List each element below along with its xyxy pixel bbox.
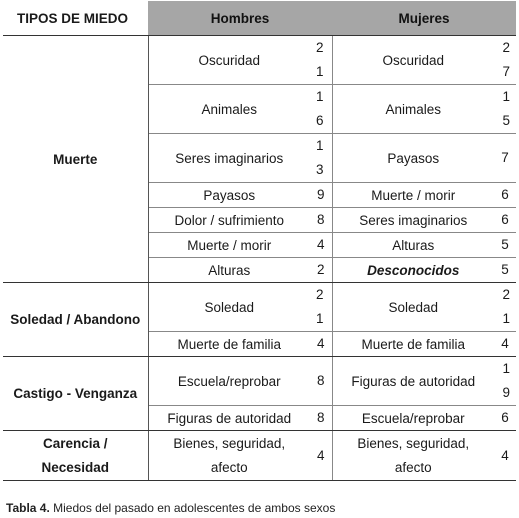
- table-row: [3, 357, 516, 406]
- men-count: 2 1: [310, 283, 332, 332]
- caption-text: Miedos del pasado en adolescentes de ambos sexos: [49, 501, 336, 515]
- women-count: 4: [494, 332, 516, 357]
- women-count: 1 9: [494, 357, 516, 406]
- men-item: Escuela/reprobar: [148, 357, 310, 406]
- women-item: Escuela/reprobar: [332, 406, 494, 431]
- caption-label: Tabla 4.: [6, 501, 50, 515]
- men-count: 1 3: [310, 134, 332, 183]
- men-item: Soledad: [148, 283, 310, 332]
- men-item: Payasos: [148, 183, 310, 208]
- header-men: Hombres: [148, 1, 332, 36]
- men-item: Alturas: [148, 258, 310, 283]
- women-count: 5: [494, 233, 516, 258]
- women-count: 5: [494, 258, 516, 283]
- women-count: 4: [494, 431, 516, 481]
- women-item: Seres imaginarios: [332, 208, 494, 233]
- men-item-line1: Bienes, seguridad,: [173, 435, 286, 451]
- men-count: 4: [310, 332, 332, 357]
- men-count: 8: [310, 406, 332, 431]
- category-carencia-line1: Carencia /: [42, 435, 108, 451]
- men-count: 8: [310, 208, 332, 233]
- women-count: 2 7: [494, 36, 516, 85]
- women-count: 6: [494, 406, 516, 431]
- table-caption: [6, 501, 335, 515]
- women-item: Muerte de familia: [332, 332, 494, 357]
- women-item: [332, 431, 494, 481]
- women-item: Muerte / morir: [332, 183, 494, 208]
- men-count: 1 6: [310, 85, 332, 134]
- header-fear-types: TIPOS DE MIEDO: [3, 1, 148, 36]
- men-item: Oscuridad: [148, 36, 310, 85]
- men-item: [148, 431, 310, 481]
- men-item: Muerte / morir: [148, 233, 310, 258]
- women-count: 6: [494, 208, 516, 233]
- women-item: Payasos: [332, 134, 494, 183]
- category-muerte: Muerte: [3, 36, 148, 283]
- women-item: Oscuridad: [332, 36, 494, 85]
- category-soledad: Soledad / Abandono: [3, 283, 148, 357]
- women-item: Alturas: [332, 233, 494, 258]
- women-item: Desconocidos: [332, 258, 494, 283]
- men-count: 4: [310, 233, 332, 258]
- category-castigo: Castigo - Venganza: [3, 357, 148, 431]
- men-item: Dolor / sufrimiento: [148, 208, 310, 233]
- women-count: 7: [494, 134, 516, 183]
- men-count: 2 1: [310, 36, 332, 85]
- women-item: Figuras de autoridad: [332, 357, 494, 406]
- header-women: Mujeres: [332, 1, 516, 36]
- men-item-line2: afecto: [210, 459, 248, 475]
- women-count: 1 5: [494, 85, 516, 134]
- men-item: Animales: [148, 85, 310, 134]
- category-carencia-line2: Necesidad: [41, 459, 110, 475]
- women-item-line2: afecto: [394, 459, 432, 475]
- category-carencia: [3, 431, 148, 481]
- women-item: Animales: [332, 85, 494, 134]
- fears-table: [3, 1, 516, 481]
- women-item: Soledad: [332, 283, 494, 332]
- table-row: [3, 431, 516, 481]
- table-header-row: [3, 1, 516, 36]
- table-row: [3, 36, 516, 85]
- men-count: 8: [310, 357, 332, 406]
- women-item-line1: Bienes, seguridad,: [357, 435, 470, 451]
- men-item: Muerte de familia: [148, 332, 310, 357]
- men-count: 9: [310, 183, 332, 208]
- men-count: 2: [310, 258, 332, 283]
- women-count: 2 1: [494, 283, 516, 332]
- men-item: Figuras de autoridad: [148, 406, 310, 431]
- men-count: 4: [310, 431, 332, 481]
- women-count: 6: [494, 183, 516, 208]
- men-item: Seres imaginarios: [148, 134, 310, 183]
- table-row: [3, 283, 516, 332]
